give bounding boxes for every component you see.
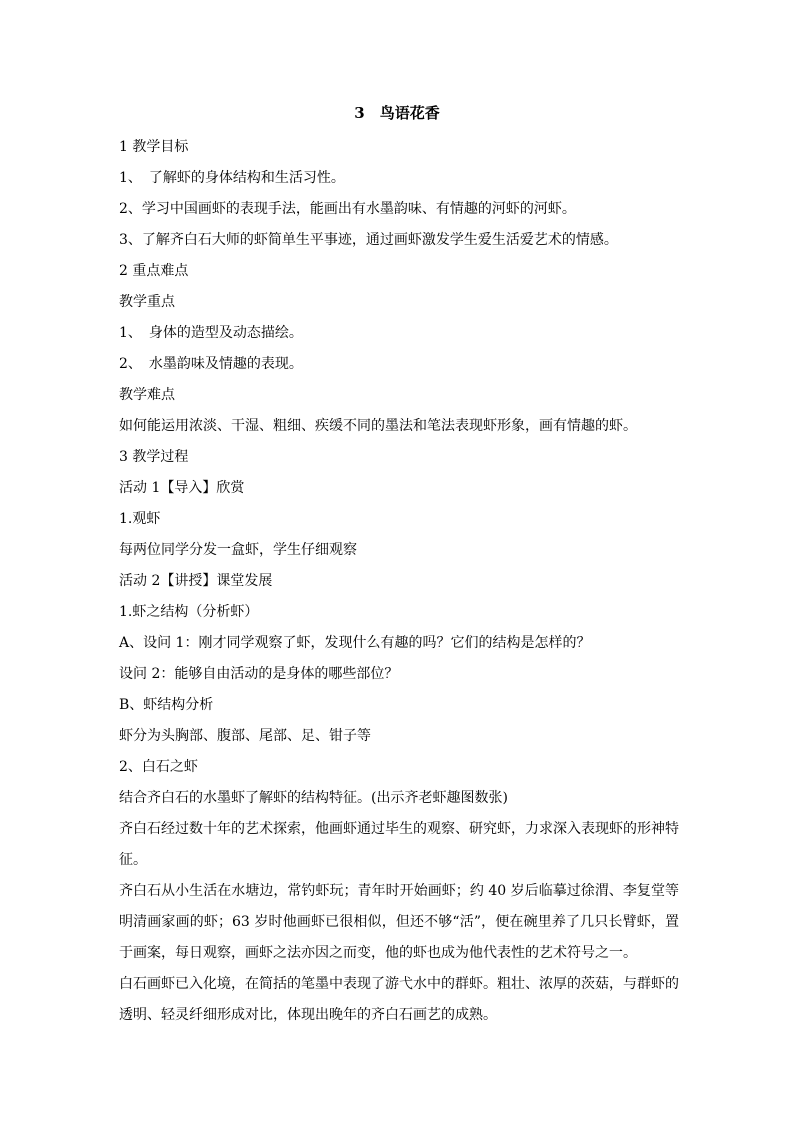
activity-1-step-text: 每两位同学分发一盒虾，学生仔细观察 xyxy=(119,542,357,558)
question-1: A、设问 1：刚才同学观察了虾，发现什么有趣的吗？它们的结构是怎样的？ xyxy=(119,635,591,651)
structure-analysis-text: 虾分为头胸部、腹部、尾部、足、钳子等 xyxy=(119,728,371,744)
objective-item-2: 2、学习中国画虾的表现手法，能画出有水墨韵味、有情趣的河虾的河虾。 xyxy=(119,201,576,217)
section-heading-objectives: 1 教学目标 xyxy=(119,139,189,155)
section-heading-process: 3 教学过程 xyxy=(119,449,189,465)
baishi-shrimp-intro: 结合齐白石的水墨虾了解虾的结构特征。(出示齐老虾趣图数张) xyxy=(119,790,508,806)
structure-analysis-heading: B、虾结构分析 xyxy=(119,697,214,713)
document-body xyxy=(119,132,679,1031)
paragraph-mastery: 白石画虾已入化境，在简括的笔墨中表现了游弋水中的群虾。粗壮、浓厚的茨菇，与群虾的透明、轻灵纤细形成对比，体现出晚年的齐白石画艺的成熟。 xyxy=(119,976,679,1023)
subheading-difficulty: 教学难点 xyxy=(119,387,175,403)
section-heading-key-points: 2 重点难点 xyxy=(119,263,189,279)
activity-2-heading: 活动 2【讲授】课堂发展 xyxy=(119,573,273,589)
difficulty-text: 如何能运用浓淡、干湿、粗细、疾缓不同的墨法和笔法表现虾形象，画有情趣的虾。 xyxy=(119,418,637,434)
activity-1-step-heading: 1.观虾 xyxy=(119,511,161,527)
paragraph-life-and-practice: 齐白石从小生活在水塘边，常钓虾玩；青年时开始画虾；约 40 岁后临摹过徐渭、李复堂等明清画家画的虾；63 岁时他画虾已很相似，但还不够“活”，便在碗里养了几只长臂虾，置于画案，每日观察，画虾之法亦因之而变，他的虾也成为他代表性的艺术符号之一。 xyxy=(119,883,679,961)
activity-1-heading: 活动 1【导入】欣赏 xyxy=(119,480,245,496)
baishi-shrimp-heading: 2、白石之虾 xyxy=(119,759,198,775)
key-focus-item-1: 1、 身体的造型及动态描绘。 xyxy=(119,325,303,341)
paragraph-artistic-exploration: 齐白石经过数十年的艺术探索，他画虾通过毕生的观察、研究虾，力求深入表现虾的形神特征。 xyxy=(119,821,679,868)
objective-item-3: 3、了解齐白石大师的虾简单生平事迹，通过画虾激发学生爱生活爱艺术的情感。 xyxy=(119,232,618,248)
subheading-key-focus: 教学重点 xyxy=(119,294,175,310)
shrimp-structure-heading: 1.虾之结构（分析虾） xyxy=(119,604,259,620)
objective-item-1: 1、 了解虾的身体结构和生活习性。 xyxy=(119,170,345,186)
key-focus-item-2: 2、 水墨韵味及情趣的表现。 xyxy=(119,356,303,372)
question-2: 设问 2：能够自由活动的是身体的哪些部位？ xyxy=(119,666,399,682)
document-title: 3 鸟语花香 xyxy=(354,104,440,122)
